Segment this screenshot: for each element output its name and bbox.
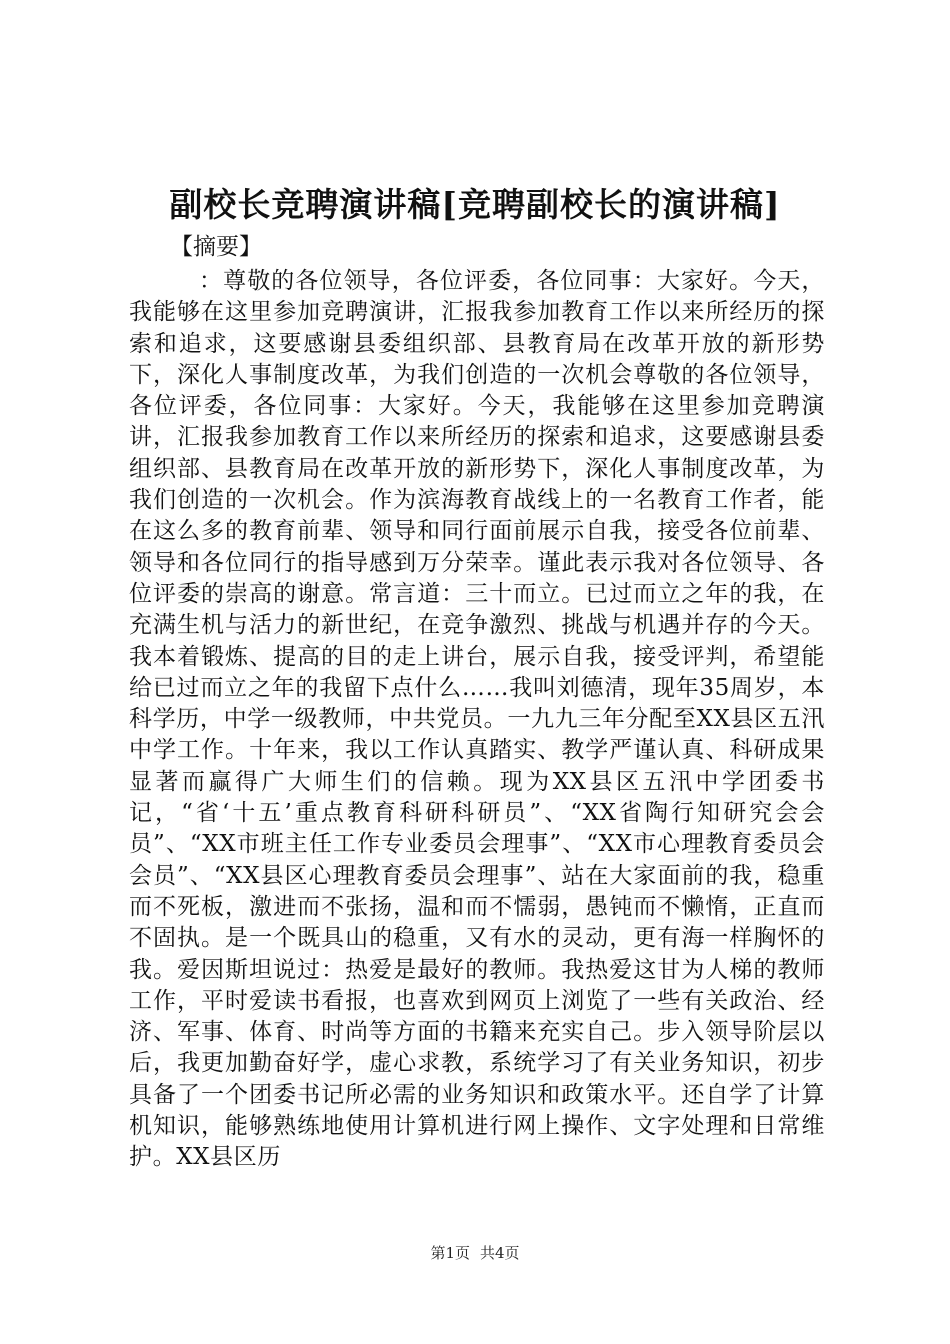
page-footer	[0, 1243, 950, 1263]
page-number: 第1页	[430, 1244, 470, 1262]
body-paragraph: ：尊敬的各位领导，各位评委，各位同事：大家好。今天，我能够在这里参加竞聘演讲，汇报我参加教育工作以来所经历的探索和追求，这要感谢县委组织部、县教育局在改革开放的新形势下，深化人事制度改革，为我们创造的一次机会尊敬的各位领导，各位评委，各位同事：大家好。今天，我能够在这里参加竞聘演讲，汇报我参加教育工作以来所经历的探索和追求，这要感谢县委组织部、县教育局在改革开放的新形势下，深化人事制度改革，为我们创造的一次机会。作为滨海教育战线上的一名教育工作者，能在这么多的教育前辈、领导和同行面前展示自我，接受各位前辈、领导和各位同行的指导感到万分荣幸。谨此表示我对各位领导、各位评委的崇高的谢意。常言道：三十而立。已过而立之年的我，在充满生机与活力的新世纪，在竞争激烈、挑战与机遇并存的今天。我本着锻炼、提高的目的走上讲台，展示自我，接受评判，希望能给已过而立之年的我留下点什么……我叫刘德清，现年35周岁，本科学历，中学一级教师，中共党员。一九九三年分配至XX县区五汛中学工作。十年来，我以工作认真踏实、教学严谨认真、科研成果显著而赢得广大师生们的信赖。现为XX县区五汛中学团委书记，“省‘十五’重点教育科研科研员”、“XX省陶行知研究会会员”、“XX市班主任工作专业委员会理事”、“XX市心理教育委员会会员”、“XX县区心理教育委员会理事”、站在大家面前的我，稳重而不死板，激进而不张扬，温和而不懦弱，愚钝而不懒惰，正直而不固执。是一个既具山的稳重，又有水的灵动，更有海一样胸怀的我。爱因斯坦说过：热爱是最好的教师。我热爱这甘为人梯的教师工作，平时爱读书看报，也喜欢到网页上浏览了一些有关政治、经济、军事、体育、时尚等方面的书籍来充实自己。步入领导阶层以后，我更加勤奋好学，虚心求教，系统学习了有关业务知识，初步具备了一个团委书记所必需的业务知识和政策水平。还自学了计算机知识，能够熟练地使用计算机进行网上操作、文字处理和日常维护。XX县区历	[129, 268, 825, 1171]
document-title: 副校长竞聘演讲稿[竞聘副校长的演讲稿]	[169, 185, 781, 224]
page-total: 共4页	[480, 1244, 520, 1262]
abstract-label: 【摘要】	[170, 234, 262, 260]
